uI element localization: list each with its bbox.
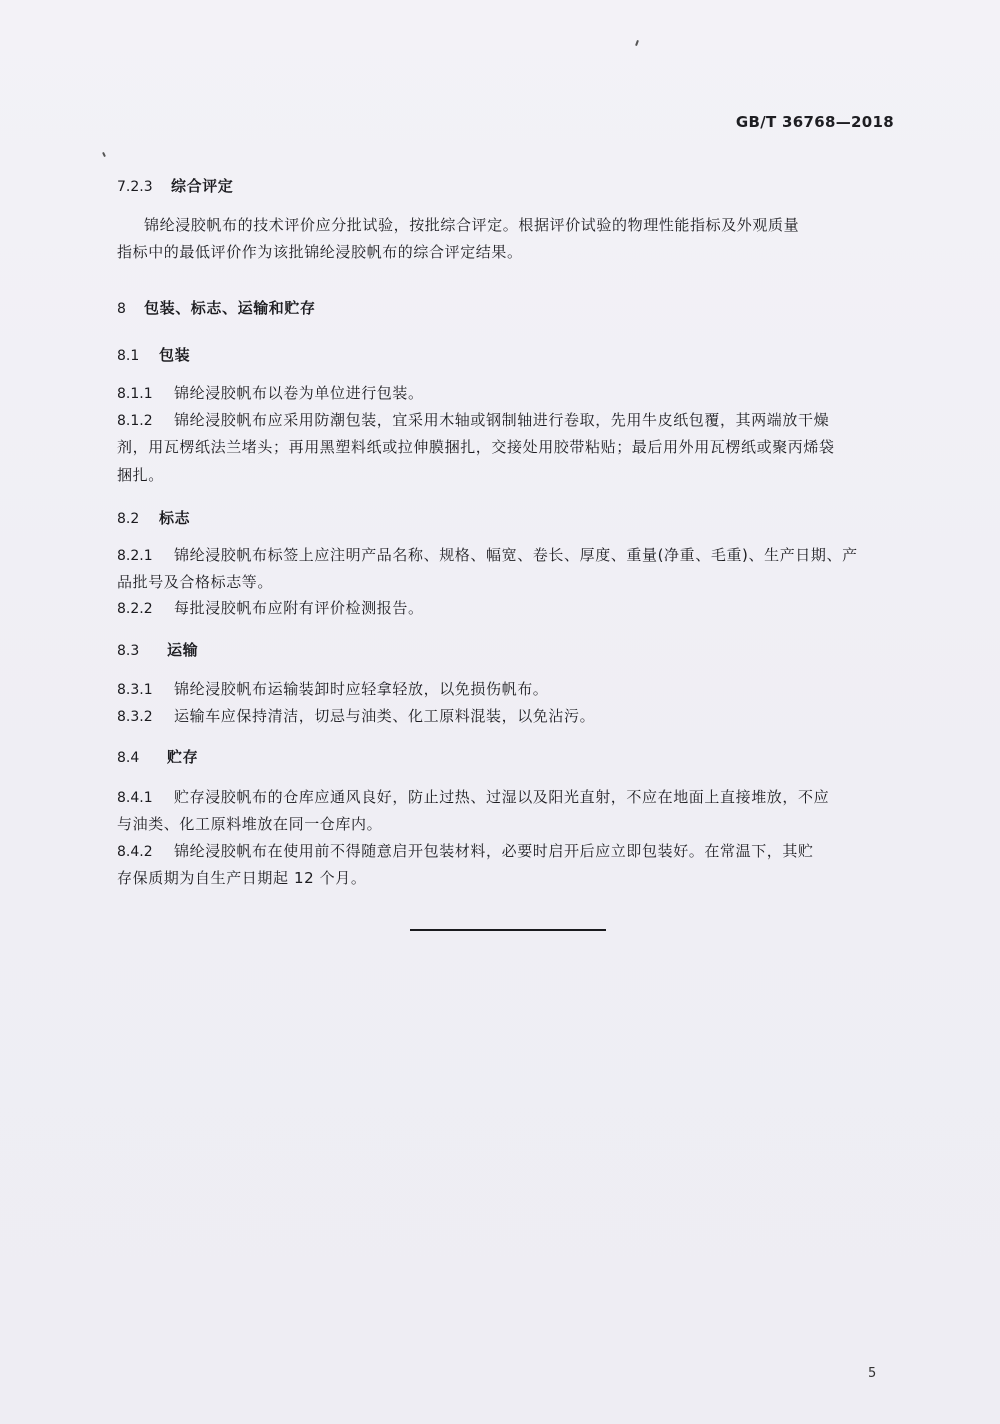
- clause-8-4-2: [117, 843, 897, 861]
- clause-number: 8.1.2: [117, 413, 153, 429]
- section-8-4-heading: [117, 749, 897, 767]
- page-number: 5: [868, 1366, 877, 1381]
- section-title: 包装: [159, 346, 191, 364]
- paragraph-line: 存保质期为自生产日期起 12 个月。: [117, 869, 367, 887]
- paragraph-line: 剂，用瓦楞纸法兰堵头；再用黑塑料纸或拉伸膜捆扎，交接处用胶带粘贴；最后用外用瓦楞纸或聚丙烯袋: [117, 438, 835, 456]
- section-number: 7.2.3: [117, 179, 153, 195]
- clause-8-2-2: [117, 600, 897, 618]
- clause-number: 8.2.2: [117, 601, 153, 617]
- clause-text: 锦纶浸胶帆布应采用防潮包装，宜采用木轴或钢制轴进行卷取，先用牛皮纸包覆，其两端放干燥: [174, 411, 830, 429]
- section-title: 综合评定: [171, 177, 234, 195]
- section-7-2-3-heading: [117, 178, 897, 196]
- clause-number: 8.4.2: [117, 844, 153, 860]
- clause-8-1-1: [117, 385, 897, 403]
- paragraph-line: 与油类、化工原料堆放在同一仓库内。: [117, 815, 383, 833]
- section-title: 贮存: [167, 748, 199, 766]
- clause-text: 锦纶浸胶帆布运输装卸时应轻拿轻放，以免损伤帆布。: [174, 680, 549, 698]
- chapter-8-heading: [117, 300, 897, 318]
- paragraph-line: 指标中的最低评价作为该批锦纶浸胶帆布的综合评定结果。: [117, 243, 523, 261]
- section-number: 8.3: [117, 643, 140, 659]
- clause-8-3-2: [117, 708, 897, 726]
- clause-text: 贮存浸胶帆布的仓库应通风良好，防止过热、过湿以及阳光直射，不应在地面上直接堆放，不应: [174, 788, 830, 806]
- clause-text: 锦纶浸胶帆布以卷为单位进行包装。: [174, 384, 424, 402]
- clause-number: 8.2.1: [117, 548, 153, 564]
- section-8-3-heading: [117, 642, 897, 660]
- clause-8-4-1: [117, 789, 897, 807]
- end-of-standard-rule: [410, 929, 606, 931]
- clause-number: 8.3.1: [117, 682, 153, 698]
- clause-number: 8.1.1: [117, 386, 153, 402]
- paragraph-line: 品批号及合格标志等。: [117, 573, 274, 591]
- scan-speck: [635, 40, 639, 46]
- section-number: 8.2: [117, 511, 140, 527]
- section-8-2-heading: [117, 510, 897, 528]
- chapter-title: 包装、标志、运输和贮存: [144, 299, 316, 317]
- clause-text: 锦纶浸胶帆布标签上应注明产品名称、规格、幅宽、卷长、厚度、重量(净重、毛重)、生产日期、产: [174, 546, 858, 564]
- scan-speck: [102, 152, 106, 157]
- section-8-1-heading: [117, 347, 897, 365]
- section-title: 运输: [167, 641, 199, 659]
- paragraph-line: 锦纶浸胶帆布的技术评价应分批试验，按批综合评定。根据评价试验的物理性能指标及外观质量: [144, 216, 800, 234]
- section-number: 8.4: [117, 750, 140, 766]
- clause-number: 8.4.1: [117, 790, 153, 806]
- clause-8-3-1: [117, 681, 897, 699]
- clause-number: 8.3.2: [117, 709, 153, 725]
- clause-text: 锦纶浸胶帆布在使用前不得随意启开包装材料，必要时启开后应立即包装好。在常温下，其贮: [174, 842, 814, 860]
- clause-8-1-2: [117, 412, 897, 430]
- standard-code: GB/T 36768—2018: [735, 113, 894, 131]
- section-number: 8.1: [117, 348, 140, 364]
- paragraph-line: 捆扎。: [117, 466, 164, 484]
- chapter-number: 8: [117, 301, 126, 317]
- clause-text: 每批浸胶帆布应附有评价检测报告。: [174, 599, 424, 617]
- clause-text: 运输车应保持清洁，切忌与油类、化工原料混装，以免沾污。: [174, 707, 596, 725]
- clause-8-2-1: [117, 547, 897, 565]
- section-title: 标志: [159, 509, 191, 527]
